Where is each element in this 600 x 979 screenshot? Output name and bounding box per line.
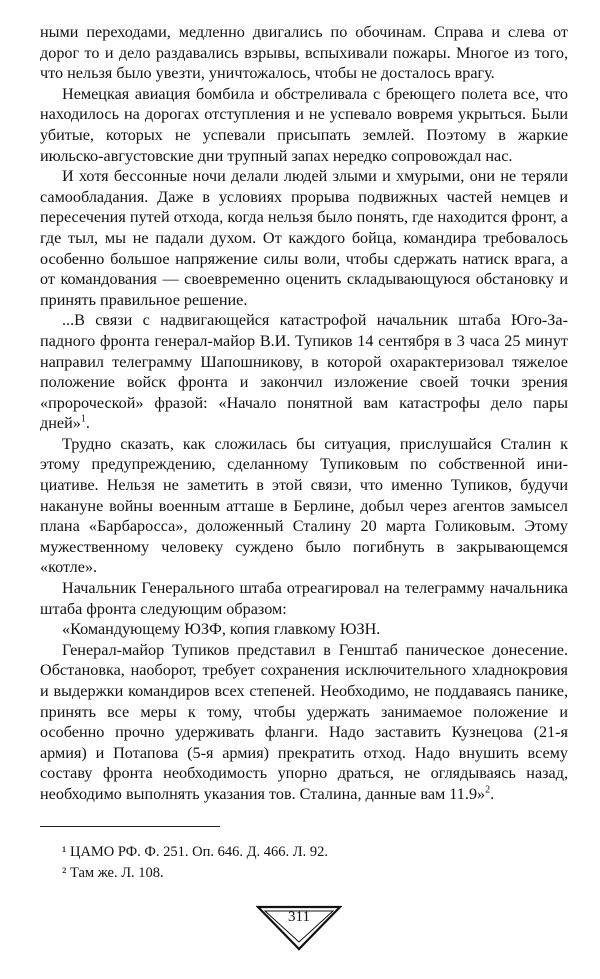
paragraph-3: И хотя бессонные ночи делали людей злыми и хмурыми, они не теряли самообладания. Даже в условиях прорыва подвижных частей немцев и пересечения путей отхода, когда нельзя было понять, где находится фронт, а где тыл, мы не падали духом. От каждого бойца, командира требовалось особенно большое напряжение силы воли, чтобы сдержать натиск врага, а от командования — своевременно оценить складывающуюся обстановку и принять правильное решение. bbox=[40, 167, 568, 309]
paragraph-1: ными переходами, медленно двигались по обочинам. Справа и слева от дорог то и дело раздавались взрывы, вспыхивали пожары. Многое из того, что нельзя было увезти, уничтожалось, чтобы не досталось врагу. bbox=[40, 23, 568, 83]
paragraph-4-text: ...В связи с надвигающейся катастрофой начальник штаба Юго-Западного фронта генерал-майор В.И. Тупиков 14 сентября в 3 часа 25 минут направил телеграмму Шапошникову, в которой охарактеризовал тяжелое положение войск фронта и закончил изложение своей точки зрения «пророческой» фразой: «Начало понятной вам катастрофы дело пары дней» bbox=[40, 311, 568, 433]
paragraph-5: Трудно сказать, как сложилась бы ситуация, прислушайся Сталин к этому предупреждению, сделанному Тупиковым по собственной инициативе. Нельзя не заметить в этой связи, что именно Тупиков, будучи накануне войны военным атташе в Берлине, добыл через агентов замысел плана «Барбаросса», доложенный Сталину 20 марта Голиковым. Этому мужественному человеку суждено было погибнуть в закрывающемся «котле». bbox=[40, 434, 568, 577]
footnotes bbox=[62, 842, 542, 884]
footnote-mark-2[interactable]: 2 bbox=[485, 784, 491, 796]
footnote-divider bbox=[40, 826, 220, 827]
paragraph-8: Генерал-майор Тупиков представил в Генштаб паническое донесение. Обстановка, наоборот, требует сохранения исключительного хладнокровия и выдержки командиров всех степеней. Необходимо, не поддаваясь панике, принять все меры к тому, чтобы удержать занимаемое положение и особенно прочно удерживать фланги. Надо заставить Кузнецова (21-я армия) и Потапова (5-я армия) прекратить отход. Надо внушить всему составу фронта необходимость упорно драться, не оглядываясь назад, необходимо выполнять указания тов. Сталина, данные вам 11.9»$^2$. bbox=[40, 640, 568, 803]
paragraph-6: Начальник Генерального штаба отреагировал на телеграмму начальника штаба фронта следующим образом: bbox=[40, 579, 568, 618]
paragraph-2: Немецкая авиация бомбила и обстреливала с бреющего полета все, что находилось на дорогах отступления и не успевало вовремя укрыться. Были убитые, которых не успевали присыпать землей. Поэтому в жаркие июльско-августовские дни трупный запах нередко сопровождал нас. bbox=[40, 84, 568, 165]
page-number: 311 bbox=[288, 909, 310, 925]
footnote-mark-1[interactable]: 1 bbox=[80, 413, 86, 425]
page-body bbox=[40, 22, 568, 805]
footnote-2: ² Там же. Л. 108. bbox=[62, 865, 164, 881]
paragraph-7: «Командующему ЮЗФ, копия главкому ЮЗН. bbox=[62, 620, 381, 639]
paragraph-4: ...В связи с надвигающейся катастрофой начальник штаба Юго-Западного фронта генерал-майор В.И. Тупиков 14 сентября в 3 часа 25 минут направил телеграмму Шапошникову, в которой охарактеризовал тяжелое положение войск фронта и закончил изложение своей точки зрения «пророческой» фразой: «Начало понятной вам катастрофы дело пары дней»$^1$. bbox=[40, 311, 568, 433]
page-number-badge bbox=[256, 905, 342, 953]
footnote-1: ¹ ЦАМО РФ. Ф. 251. Оп. 646. Д. 466. Л. 92. bbox=[62, 844, 328, 860]
paragraph-8-text: Генерал-майор Тупиков представил в Генштаб паническое донесение. Обстановка, наоборот, требует сохранения исключительного хладнокровия и выдержки командиров всех степеней. Необходимо, не поддаваясь панике, принять все меры к тому, чтобы удержать занимаемое положение и особенно прочно удерживать фланги. Надо заставить Кузнецова (21-я армия) и Потапова (5-я армия) прекратить отход. Надо внушить всему составу фронта необходимость упорно драться, не оглядываясь назад, необходимо выполнять указания тов. Сталина, данные вам 11.9» bbox=[40, 640, 568, 803]
